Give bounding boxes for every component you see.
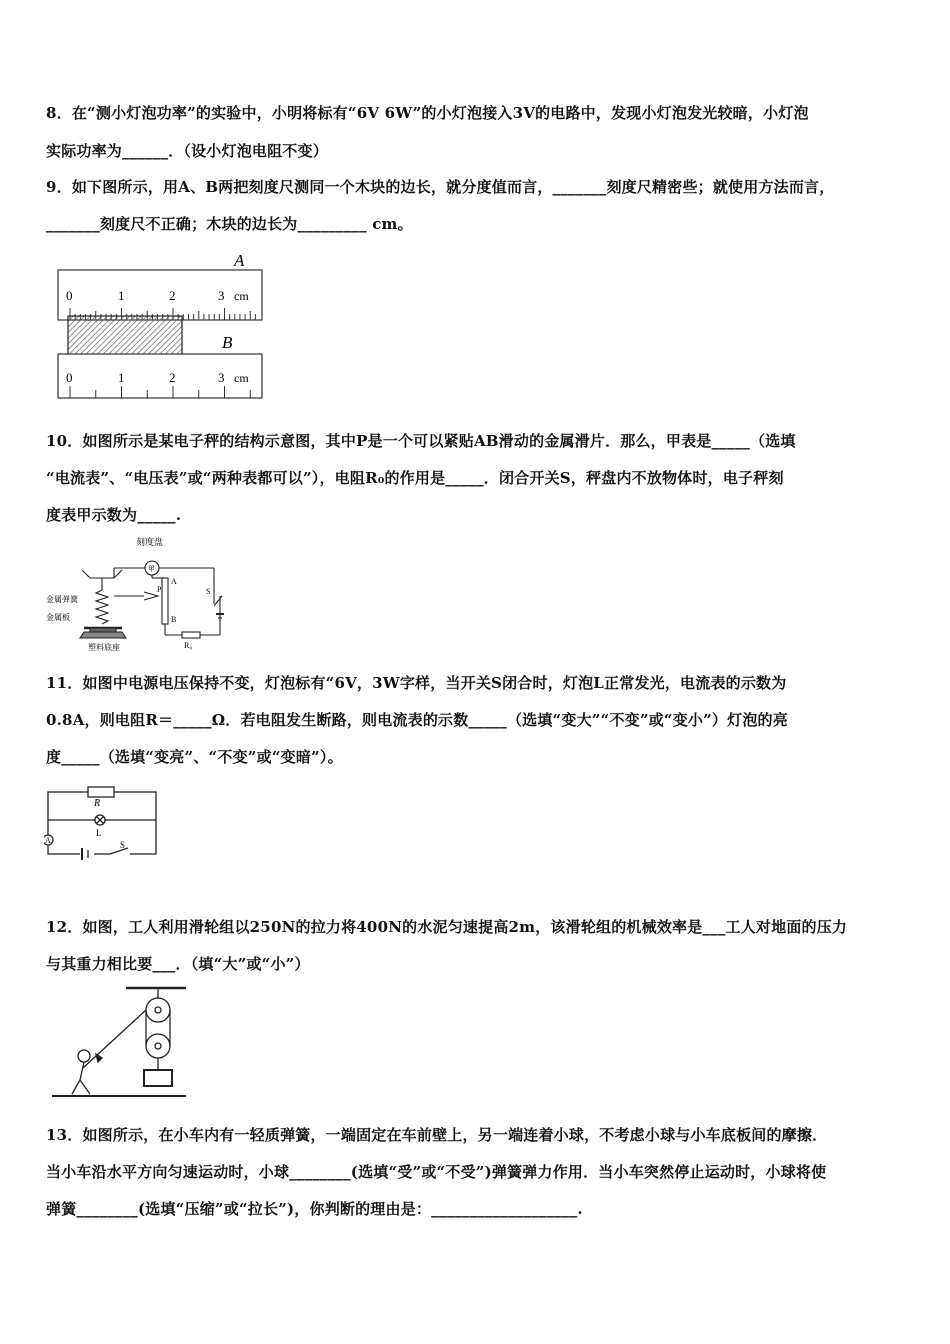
b-label: B: [171, 615, 177, 624]
q13-line-3: 弹簧________(选填“压缩”或“拉长”)，你判断的理由是：___________________.: [46, 1200, 583, 1218]
pulley-figure: [46, 984, 196, 1104]
ruler-b-label: B: [222, 333, 233, 352]
ruler-a-unit: cm: [234, 289, 249, 303]
metal-spring: [96, 590, 108, 624]
a-label: A: [45, 836, 51, 845]
ruler-a-tick-1: 1: [118, 288, 125, 303]
plate-label: 金属板: [46, 613, 70, 622]
q8-line-2: 实际功率为______．（设小灯泡电阻不变）: [46, 142, 328, 160]
ruler-b-tick-2: 2: [169, 370, 176, 385]
spring-label: 金属弹簧: [46, 595, 78, 604]
electronic-scale-figure: [44, 534, 239, 652]
s-label: S: [120, 840, 126, 850]
movable-pulley: [146, 1034, 170, 1058]
circuit-figure: [44, 784, 160, 864]
ruler-b-tick-3: 3: [218, 370, 225, 385]
ruler-b: [58, 354, 262, 398]
q9-line-2: _______刻度尺不正确；木块的边长为_________ cm。: [46, 215, 413, 233]
q10-line-3: 度表甲示数为_____.: [46, 506, 182, 524]
q13-line-2: 当小车沿水平方向匀速运动时，小球________(选填“受”或“不受”)弹簧弹力作用．当小车突然停止运动时，小球将使: [46, 1163, 827, 1181]
q13-line-1: 13．如图所示，在小车内有一轻质弹簧，一端固定在车前壁上，另一端连着小球，不考虑小球与小车底板间的摩擦．: [46, 1126, 828, 1144]
q9-line-1: 9．如下图所示，用A、B两把刻度尺测同一个木块的边长，就分度值而言，_______刻度尺精密些；就使用方法而言，: [46, 178, 835, 196]
q10-line-2: “电流表”、“电压表”或“两种表都可以”），电阻R₀的作用是_____．闭合开关S，秤盘内不放物体时，电子秤刻: [46, 469, 784, 487]
q11-line-1: 11．如图中电源电压保持不变，灯泡标有“6V，3W字样，当开关S闭合时，灯泡L正常发光，电流表的示数为: [46, 674, 787, 692]
ruler-a: [58, 270, 262, 320]
switch-s: [214, 596, 222, 606]
ruler-b-tick-0: 0: [66, 370, 73, 385]
ruler-b-unit: cm: [234, 371, 249, 385]
ruler-a-tick-3: 3: [218, 288, 225, 303]
q12-line-1: 12．如图，工人利用滑轮组以250N的拉力将400N的水泥匀速提高2m，该滑轮组的机械效率是___工人对地面的压力: [46, 918, 848, 936]
worker-head: [78, 1050, 90, 1062]
ruler-b-tick-1: 1: [118, 370, 125, 385]
q10-line-1: 10．如图所示是某电子秤的结构示意图，其中P是一个可以紧贴AB滑动的金属滑片．那么，甲表是_____（选填: [46, 432, 796, 450]
base-label: 塑料底座: [88, 643, 120, 652]
fixed-pulley: [146, 998, 170, 1022]
dial-label: 刻度盘: [136, 537, 164, 547]
scale-pan: [82, 570, 122, 578]
q12-line-2: 与其重力相比要___．（填“大”或“小”）: [46, 955, 310, 973]
r-label: R: [94, 798, 101, 809]
l-label: L: [96, 828, 102, 838]
q11-line-2: 0.8A，则电阻R＝_____Ω．若电阻发生断路，则电流表的示数_____（选填“变大”“不变”或“变小”）灯泡的亮: [46, 711, 788, 729]
s-label: S: [206, 587, 211, 596]
resistor-r0: [182, 632, 200, 638]
slider-p: [144, 592, 158, 600]
r0-label: R₀: [184, 641, 193, 650]
cement-bag: [144, 1070, 172, 1086]
ruler-a-tick-0: 0: [66, 288, 73, 303]
ruler-a-label: A: [234, 251, 245, 270]
meter-label: 甲: [148, 565, 155, 573]
ruler-figure: [56, 248, 266, 400]
p-label: P: [157, 585, 162, 594]
q11-line-3: 度_____（选填“变亮”、“不变”或“变暗”）。: [46, 748, 343, 766]
resistor-r: [88, 787, 114, 797]
wood-block: [68, 316, 182, 356]
resistor-ab: [162, 578, 168, 624]
ruler-a-tick-2: 2: [169, 288, 176, 303]
a-label: A: [171, 577, 177, 586]
q8-line-1: 8．在“测小灯泡功率”的实验中，小明将标有“6V 6W”的小灯泡接入3V的电路中，发现小灯泡发光较暗，小灯泡: [46, 104, 809, 122]
